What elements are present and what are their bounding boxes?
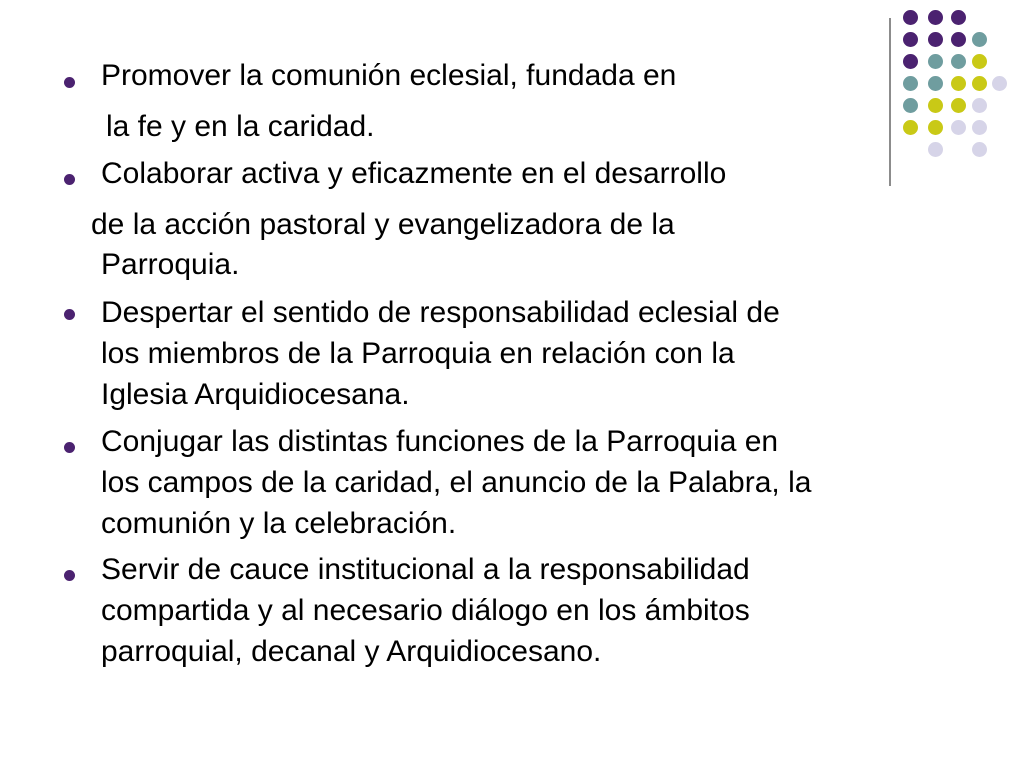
bullet-4-line-1: Conjugar las distintas funciones de la Parroquia en bbox=[101, 425, 779, 458]
bullet-marker bbox=[64, 174, 75, 185]
dot-purple bbox=[928, 32, 943, 47]
dot-yellow bbox=[928, 120, 943, 135]
dot-purple bbox=[903, 54, 918, 69]
dot-teal bbox=[928, 54, 943, 69]
dot-lavender bbox=[972, 98, 987, 113]
dot-yellow bbox=[972, 76, 987, 91]
dot-purple bbox=[903, 10, 918, 25]
bullet-marker bbox=[64, 309, 75, 320]
dot-purple bbox=[951, 32, 966, 47]
dot-lavender bbox=[972, 120, 987, 135]
dot-teal bbox=[972, 32, 987, 47]
dot-lavender bbox=[992, 76, 1007, 91]
bullet-2-line-1: Colaborar activa y eficazmente en el desarrollo bbox=[101, 157, 727, 190]
dot-teal bbox=[903, 76, 918, 91]
bullet-1-line-1: Promover la comunión eclesial, fundada en bbox=[101, 59, 677, 92]
dot-lavender bbox=[972, 142, 987, 157]
bullet-4-line-2: los campos de la caridad, el anuncio de la Palabra, la bbox=[101, 466, 812, 499]
bullet-4-line-3: comunión y la celebración. bbox=[101, 507, 457, 540]
dot-lavender bbox=[928, 142, 943, 157]
dot-yellow bbox=[951, 76, 966, 91]
dot-purple bbox=[928, 10, 943, 25]
dot-purple bbox=[951, 10, 966, 25]
dot-teal bbox=[903, 98, 918, 113]
bullet-2-line-3: Parroquia. bbox=[101, 248, 240, 281]
dot-yellow bbox=[972, 54, 987, 69]
dot-yellow bbox=[903, 120, 918, 135]
dot-purple bbox=[903, 32, 918, 47]
dot-teal bbox=[928, 76, 943, 91]
dot-lavender bbox=[951, 120, 966, 135]
bullet-3-line-3: Iglesia Arquidiocesana. bbox=[101, 378, 410, 411]
vertical-divider bbox=[889, 18, 891, 186]
bullet-3-line-2: los miembros de la Parroquia en relación con la bbox=[101, 337, 735, 370]
bullet-marker bbox=[64, 442, 75, 453]
bullet-5-line-2: compartida y al necesario diálogo en los ámbitos bbox=[101, 594, 750, 627]
bullet-5-line-3: parroquial, decanal y Arquidiocesano. bbox=[101, 635, 602, 668]
bullet-marker bbox=[64, 77, 75, 88]
dot-yellow bbox=[951, 98, 966, 113]
bullet-marker bbox=[64, 570, 75, 581]
bullet-5-line-1: Servir de cauce institucional a la responsabilidad bbox=[101, 553, 750, 586]
bullet-1-line-2: la fe y en la caridad. bbox=[106, 110, 375, 143]
dot-teal bbox=[951, 54, 966, 69]
bullet-3-line-1: Despertar el sentido de responsabilidad eclesial de bbox=[101, 296, 780, 329]
bullet-2-line-2: de la acción pastoral y evangelizadora de la bbox=[91, 208, 675, 241]
dot-yellow bbox=[928, 98, 943, 113]
